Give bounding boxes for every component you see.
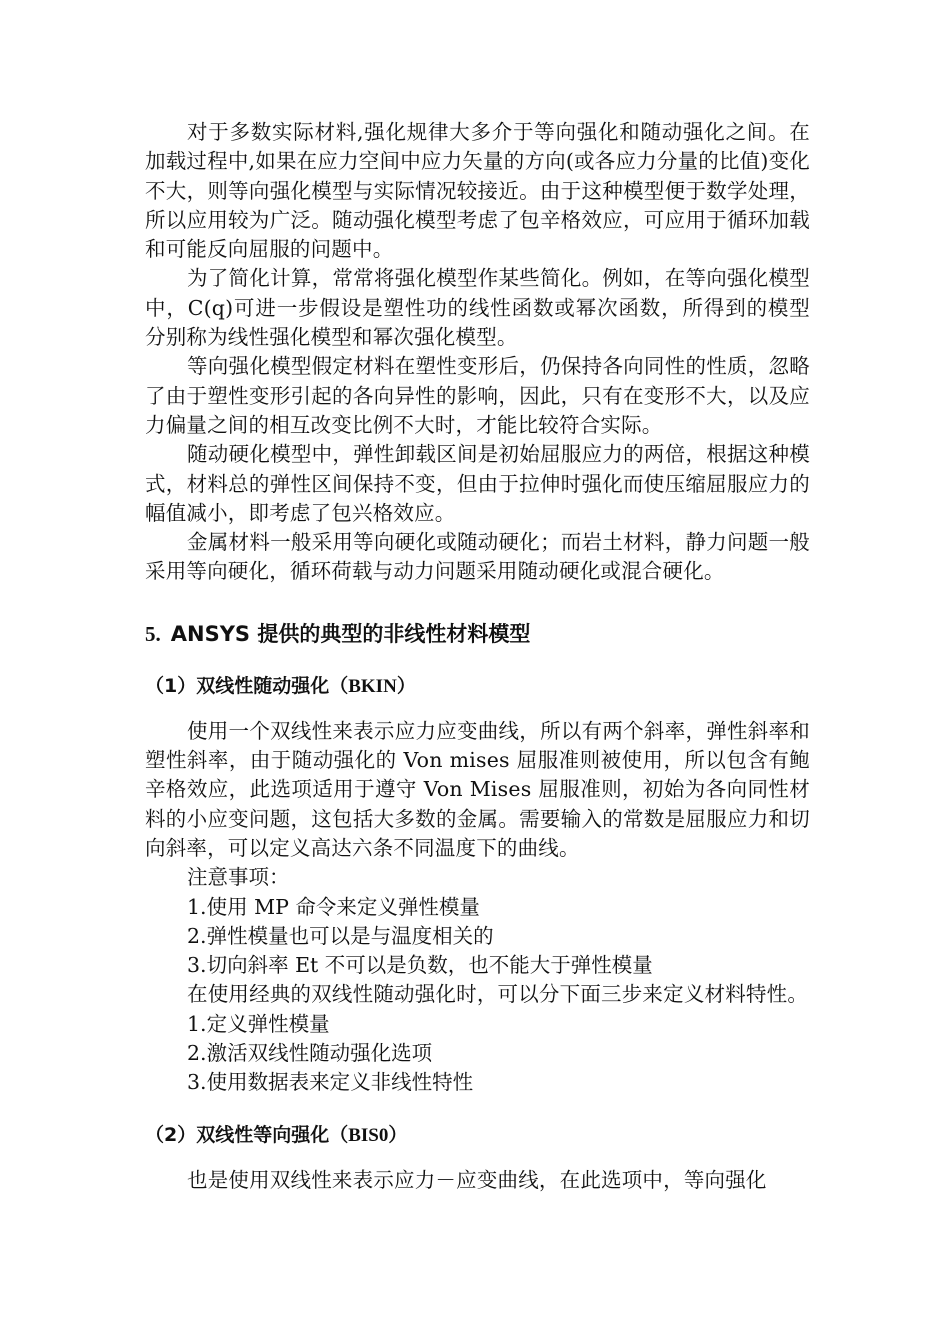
note-item: 2.弹性模量也可以是与温度相关的 [187,923,494,948]
step-item: 1.定义弹性模量 [187,1011,330,1036]
paragraph-intro-3: 等向强化模型假定材料在塑性变形后，仍保持各向同性的性质，忽略了由于塑性变形引起的各向异性的影响，因此，只有在变形不大，以及应力偏量之间的相互改变比例不大时，才能比较符合实际。 [145,354,810,437]
note-item: 3.切向斜率 Et 不可以是负数，也不能大于弹性模量 [187,953,653,978]
subsection-2-suffix: ） [388,1123,408,1146]
section-5-title: ANSYS 提供的典型的非线性材料模型 [170,621,531,646]
subsection-1-heading [145,672,810,701]
step-item: 3.使用数据表来定义非线性特性 [187,1070,474,1095]
subsection-1-suffix: ） [396,674,416,697]
subsection-2-heading [145,1121,810,1150]
note-item: 1.使用 MP 命令来定义弹性模量 [187,894,480,919]
paragraph-intro-2: 为了简化计算，常常将强化模型作某些简化。例如，在等向强化模型中，C(q)可进一步假设是塑性功的线性函数或幂次函数，所得到的模型分别称为线性强化模型和幂次强化模型。 [145,266,810,350]
section-5-heading [145,619,810,649]
section-5-number: 5. [145,621,161,646]
paragraph-intro-1: 对于多数实际材料,强化规律大多介于等向强化和随动强化之间。在加载过程中,如果在应力空间中应力矢量的方向(或各应力分量的比值)变化不大，则等向强化模型与实际情况较接近。由于这种模型便于数学处理，所以应用较为广泛。随动强化模型考虑了包辛格效应，可应用于循环加载和可能反向屈服的问题中。 [145,120,810,262]
steps-intro: 在使用经典的双线性随动强化时，可以分下面三步来定义材料特性。 [187,982,809,1007]
notes-title: 注意事项： [187,865,290,890]
subsection-2-prefix: （2）双线性等向强化（ [145,1123,349,1146]
subsection-1-code: BKIN [348,675,397,697]
paragraph-intro-5: 金属材料一般采用等向硬化或随动硬化；而岩土材料，静力问题一般采用等向硬化，循环荷载与动力问题采用随动硬化或混合硬化。 [145,530,810,584]
subsection-2-body: 也是使用双线性来表示应力－应变曲线，在此选项中，等向强化 [187,1167,767,1192]
document-page [145,118,810,1195]
subsection-1-prefix: （1）双线性随动强化（ [145,674,349,697]
subsection-2-code: BIS0 [348,1124,389,1146]
subsection-1-body: 使用一个双线性来表示应力应变曲线，所以有两个斜率，弹性斜率和塑性斜率，由于随动强化的 Von mises 屈服准则被使用，所以包含有鲍辛格效应，此选项适用于遵守 Von Mises 屈服准则，初始为各向同性材料的小应变问题，这包括大多数的金属。需要输入的常数是屈服应力和切向斜率，可以定义高达六条不同温度下的曲线。 [145,718,810,860]
step-item: 2.激活双线性随动强化选项 [187,1041,433,1066]
paragraph-intro-4: 随动硬化模型中，弹性卸载区间是初始屈服应力的两倍，根据这种模式，材料总的弹性区间保持不变，但由于拉伸时强化而使压缩屈服应力的幅值减小，即考虑了包兴格效应。 [145,442,810,525]
